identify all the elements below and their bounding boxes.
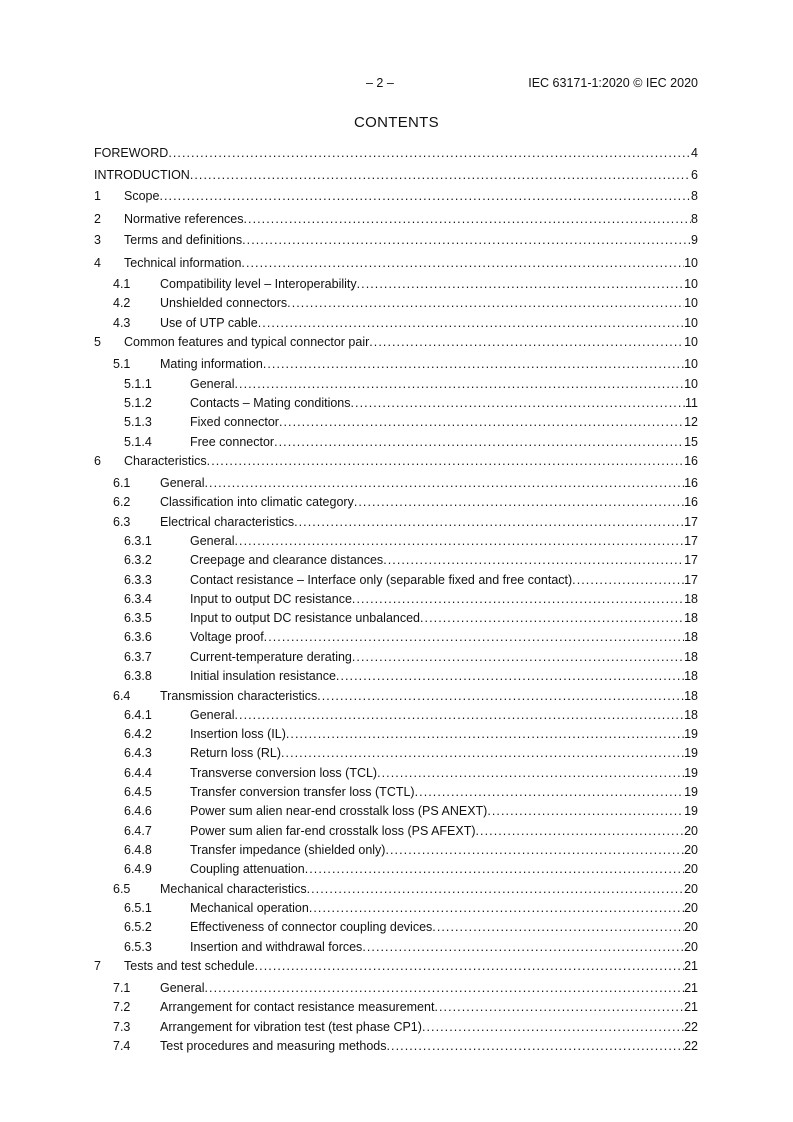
toc-page: 21 [684, 1000, 698, 1014]
toc-page: 8 [691, 189, 698, 203]
dot-leader [294, 513, 684, 531]
toc-number: 6.4.6 [124, 804, 152, 818]
toc-number: 5 [94, 335, 101, 349]
dot-leader [159, 187, 691, 205]
dot-leader [234, 375, 684, 393]
dot-leader [352, 590, 684, 608]
toc-label: Transverse conversion loss (TCL) [190, 766, 378, 780]
dot-leader [244, 210, 692, 228]
toc-page: 18 [684, 669, 698, 683]
toc-number: 6.4.5 [124, 785, 152, 799]
toc-entry[interactable] [124, 375, 698, 393]
toc-label: Test procedures and measuring methods [160, 1039, 387, 1053]
toc-label: Return loss (RL) [190, 746, 281, 760]
toc-label: Use of UTP cable [160, 316, 258, 330]
toc-number: 6.3.4 [124, 592, 152, 606]
toc-entry[interactable] [124, 394, 698, 412]
toc-entry[interactable] [124, 433, 698, 451]
dot-leader [369, 333, 684, 351]
toc-label: Mechanical operation [190, 901, 309, 915]
dot-leader [207, 452, 684, 470]
toc-page: 18 [684, 611, 698, 625]
toc-number: 4.2 [113, 296, 131, 310]
toc-label: Technical information [124, 256, 242, 270]
toc-number: 7.4 [113, 1039, 131, 1053]
toc-entry[interactable] [94, 144, 698, 162]
toc-entry[interactable] [113, 979, 698, 997]
dot-leader [354, 493, 684, 511]
dot-leader [307, 880, 685, 898]
toc-label: Power sum alien far-end crosstalk loss (PS AFEXT) [190, 824, 476, 838]
toc-entry[interactable] [124, 609, 698, 627]
toc-number: 6.3.3 [124, 573, 152, 587]
toc-label: Power sum alien near-end crosstalk loss (PS ANEXT) [190, 804, 488, 818]
toc-number: 5.1.3 [124, 415, 152, 429]
toc-page: 20 [684, 882, 698, 896]
dot-leader [357, 275, 684, 293]
toc-page: 20 [684, 862, 698, 876]
toc-page: 19 [684, 804, 698, 818]
toc-label: Insertion and withdrawal forces [190, 940, 363, 954]
toc-label: Arrangement for contact resistance measurement [160, 1000, 435, 1014]
document-reference: IEC 63171-1:2020 © IEC 2020 [528, 76, 698, 90]
dot-leader [420, 609, 684, 627]
toc-number: 4.1 [113, 277, 131, 291]
toc-entry[interactable] [124, 667, 698, 685]
toc-number: 6.4.3 [124, 746, 152, 760]
toc-page: 9 [691, 233, 698, 247]
dot-leader [204, 474, 684, 492]
toc-entry[interactable] [113, 474, 698, 492]
dot-leader [351, 394, 686, 412]
toc-entry[interactable] [124, 938, 698, 956]
toc-entry[interactable] [113, 687, 698, 705]
toc-number: 7.1 [113, 981, 131, 995]
toc-label: Classification into climatic category [160, 495, 354, 509]
dot-leader [434, 998, 684, 1016]
toc-entry[interactable] [124, 532, 698, 550]
page-title: CONTENTS [354, 114, 439, 131]
toc-label: Voltage proof [190, 630, 264, 644]
dot-leader [387, 1037, 685, 1055]
toc-entry[interactable] [94, 187, 698, 205]
toc-entry[interactable] [124, 706, 698, 724]
toc-number: 6.3.2 [124, 553, 152, 567]
dot-leader [279, 413, 684, 431]
toc-page: 17 [684, 515, 698, 529]
toc-page: 16 [684, 495, 698, 509]
toc-page: 19 [684, 785, 698, 799]
toc-page: 20 [684, 843, 698, 857]
toc-label: Free connector [190, 435, 275, 449]
toc-page: 18 [684, 630, 698, 644]
toc-number: 6.5.3 [124, 940, 152, 954]
toc-number: 7.2 [113, 1000, 131, 1014]
toc-entry[interactable] [124, 764, 698, 782]
toc-page: 10 [684, 316, 698, 330]
toc-number: 6.1 [113, 476, 131, 490]
toc-page: 20 [684, 920, 698, 934]
toc-number: 6.5.2 [124, 920, 152, 934]
toc-label: INTRODUCTION [94, 168, 190, 182]
dot-leader [242, 231, 691, 249]
dot-leader [385, 841, 684, 859]
toc-page: 16 [684, 476, 698, 490]
toc-page: 21 [684, 959, 698, 973]
toc-page: 10 [684, 296, 698, 310]
toc-number: 6.4.8 [124, 843, 152, 857]
toc-label: Normative references [124, 212, 244, 226]
toc-entry[interactable] [94, 254, 698, 272]
toc-label: Coupling attenuation [190, 862, 305, 876]
dot-leader [317, 687, 684, 705]
toc-entry[interactable] [113, 1037, 698, 1055]
toc-number: 6.4 [113, 689, 131, 703]
dot-leader [234, 532, 684, 550]
dot-leader [352, 648, 684, 666]
toc-number: 6.2 [113, 495, 131, 509]
dot-leader [377, 764, 684, 782]
toc-label: Terms and definitions [124, 233, 243, 247]
toc-entry[interactable] [124, 783, 698, 801]
toc-page: 15 [684, 435, 698, 449]
toc-number: 6.4.2 [124, 727, 152, 741]
toc-number: 6.4.4 [124, 766, 152, 780]
toc-entry[interactable] [124, 725, 698, 743]
toc-number: 6.3.5 [124, 611, 152, 625]
toc-page: 16 [684, 454, 698, 468]
dot-leader [190, 166, 691, 184]
toc-number: 5.1.1 [124, 377, 152, 391]
toc-page: 19 [684, 746, 698, 760]
toc-page: 17 [684, 534, 698, 548]
toc-label: Transfer impedance (shielded only) [190, 843, 386, 857]
toc-number: 6.3.1 [124, 534, 152, 548]
dot-leader [258, 314, 684, 332]
toc-entry[interactable] [113, 998, 698, 1016]
toc-entry[interactable] [124, 802, 698, 820]
toc-page: 19 [684, 727, 698, 741]
dot-leader [336, 667, 684, 685]
toc-page: 17 [684, 573, 698, 587]
toc-page: 21 [684, 981, 698, 995]
toc-label: Transfer conversion transfer loss (TCTL) [190, 785, 415, 799]
toc-label: Electrical characteristics [160, 515, 295, 529]
toc-page: 20 [684, 940, 698, 954]
toc-label: Mechanical characteristics [160, 882, 307, 896]
toc-label: Mating information [160, 357, 263, 371]
toc-number: 5.1.4 [124, 435, 152, 449]
toc-page: 10 [684, 377, 698, 391]
toc-label: Transmission characteristics [160, 689, 318, 703]
toc-page: 18 [684, 708, 698, 722]
toc-entry[interactable] [113, 493, 698, 511]
toc-label: Fixed connector [190, 415, 279, 429]
toc-label: FOREWORD [94, 146, 169, 160]
dot-leader [234, 706, 684, 724]
toc-number: 6.4.7 [124, 824, 152, 838]
toc-number: 3 [94, 233, 101, 247]
toc-page: 19 [684, 766, 698, 780]
dot-leader [168, 144, 691, 162]
toc-label: Common features and typical connector pair [124, 335, 370, 349]
toc-entry[interactable] [124, 744, 698, 762]
toc-label: Initial insulation resistance [190, 669, 336, 683]
dot-leader [572, 571, 684, 589]
toc-number: 6.5 [113, 882, 131, 896]
toc-label: Arrangement for vibration test (test phase CP1) [160, 1020, 422, 1034]
toc-label: Insertion loss (IL) [190, 727, 286, 741]
toc-page: 6 [691, 168, 698, 182]
toc-label: General [190, 377, 235, 391]
dot-leader [432, 918, 684, 936]
dot-leader [286, 725, 684, 743]
toc-entry[interactable] [124, 918, 698, 936]
toc-page: 20 [684, 824, 698, 838]
toc-entry[interactable] [113, 880, 698, 898]
toc-label: Tests and test schedule [124, 959, 255, 973]
toc-page: 10 [684, 256, 698, 270]
toc-label: Effectiveness of connector coupling devices [190, 920, 433, 934]
toc-page: 8 [691, 212, 698, 226]
dot-leader [204, 979, 684, 997]
page-number: – 2 – [366, 76, 394, 90]
toc-entry[interactable] [124, 822, 698, 840]
toc-entry[interactable] [124, 648, 698, 666]
toc-number: 6.3.7 [124, 650, 152, 664]
toc-page: 11 [685, 396, 698, 410]
toc-label: Characteristics [124, 454, 207, 468]
toc-entry[interactable] [124, 628, 698, 646]
dot-leader [383, 551, 684, 569]
toc-label: Creepage and clearance distances [190, 553, 384, 567]
toc-entry[interactable] [113, 1018, 698, 1036]
toc-number: 7 [94, 959, 101, 973]
toc-entry[interactable] [94, 957, 698, 975]
toc-number: 6.3.6 [124, 630, 152, 644]
toc-entry[interactable] [113, 314, 698, 332]
toc-page: 10 [684, 335, 698, 349]
toc-entry[interactable] [113, 513, 698, 531]
toc-label: General [190, 708, 235, 722]
toc-label: Unshielded connectors [160, 296, 288, 310]
toc-page: 20 [684, 901, 698, 915]
toc-entry[interactable] [94, 333, 698, 351]
toc-label: Input to output DC resistance [190, 592, 352, 606]
toc-number: 6 [94, 454, 101, 468]
toc-label: Current-temperature derating [190, 650, 352, 664]
toc-number: 7.3 [113, 1020, 131, 1034]
toc-label: General [160, 476, 205, 490]
dot-leader [255, 957, 684, 975]
toc-entry[interactable] [94, 452, 698, 470]
toc-page: 17 [684, 553, 698, 567]
toc-page: 12 [684, 415, 698, 429]
toc-page: 18 [684, 689, 698, 703]
toc-entry[interactable] [124, 571, 698, 589]
toc-label: Input to output DC resistance unbalanced [190, 611, 421, 625]
toc-entry[interactable] [113, 294, 698, 312]
dot-leader [487, 802, 684, 820]
toc-page: 10 [684, 357, 698, 371]
toc-entry[interactable] [124, 413, 698, 431]
dot-leader [305, 860, 684, 878]
toc-page: 18 [684, 592, 698, 606]
toc-label: Contacts – Mating conditions [190, 396, 351, 410]
toc-page: 22 [684, 1039, 698, 1053]
toc-number: 6.4.9 [124, 862, 152, 876]
dot-leader [287, 294, 684, 312]
toc-number: 6.3.8 [124, 669, 152, 683]
dot-leader [263, 355, 684, 373]
dot-leader [264, 628, 684, 646]
toc-label: General [190, 534, 235, 548]
toc-entry[interactable] [124, 899, 698, 917]
dot-leader [309, 899, 684, 917]
toc-number: 4 [94, 256, 101, 270]
dot-leader [281, 744, 684, 762]
toc-number: 6.3 [113, 515, 131, 529]
toc-entry[interactable] [113, 275, 698, 293]
toc-number: 2 [94, 212, 101, 226]
toc-entry[interactable] [124, 590, 698, 608]
toc-label: Compatibility level – Interoperability [160, 277, 357, 291]
toc-number: 6.5.1 [124, 901, 152, 915]
toc-entry[interactable] [124, 551, 698, 569]
dot-leader [476, 822, 685, 840]
toc-entry[interactable] [113, 355, 698, 373]
toc-page: 22 [684, 1020, 698, 1034]
toc-entry[interactable] [124, 841, 698, 859]
toc-number: 1 [94, 189, 101, 203]
toc-number: 5.1 [113, 357, 131, 371]
toc-label: Contact resistance – Interface only (separable fixed and free contact) [190, 573, 573, 587]
toc-label: Scope [124, 189, 160, 203]
dot-leader [422, 1018, 684, 1036]
toc-entry[interactable] [94, 166, 698, 184]
toc-entry[interactable] [94, 231, 698, 249]
toc-page: 4 [691, 146, 698, 160]
toc-page: 10 [684, 277, 698, 291]
toc-page: 18 [684, 650, 698, 664]
toc-number: 4.3 [113, 316, 131, 330]
dot-leader [241, 254, 684, 272]
dot-leader [274, 433, 684, 451]
toc-entry[interactable] [94, 210, 698, 228]
dot-leader [362, 938, 684, 956]
dot-leader [415, 783, 684, 801]
toc-entry[interactable] [124, 860, 698, 878]
toc-label: General [160, 981, 205, 995]
toc-number: 5.1.2 [124, 396, 152, 410]
toc-number: 6.4.1 [124, 708, 152, 722]
